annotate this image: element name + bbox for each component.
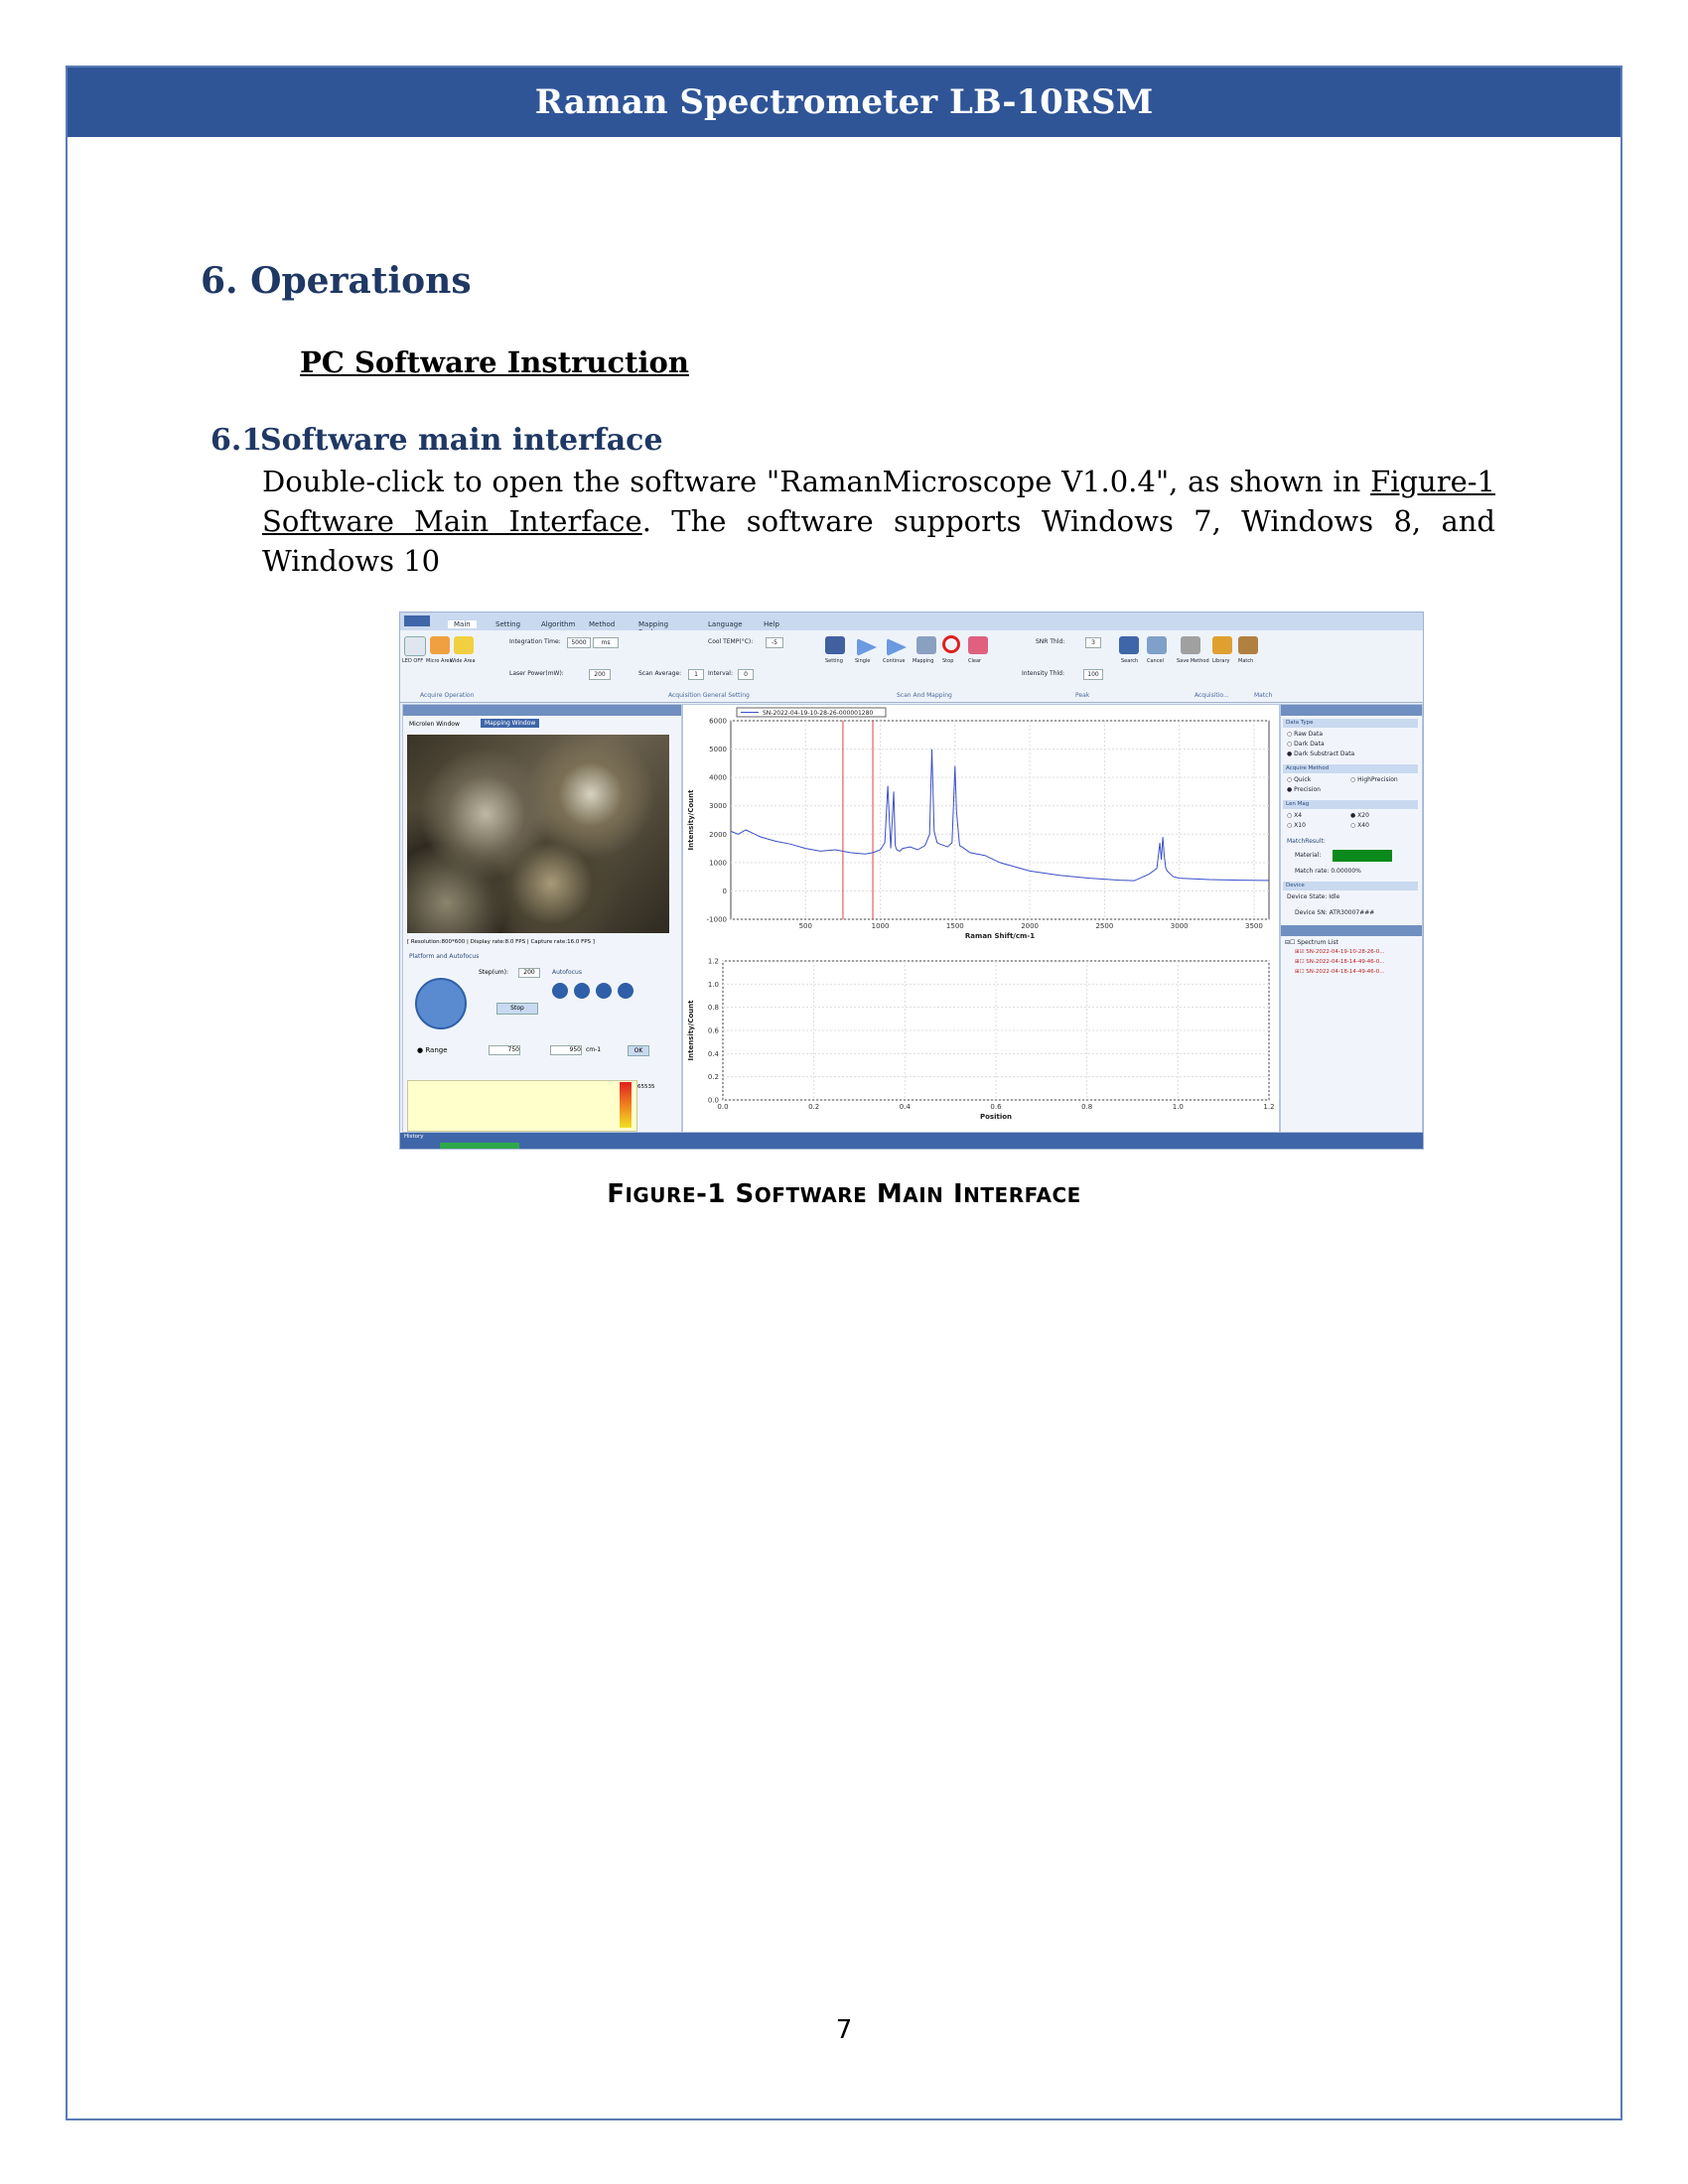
intensity-threshold-input[interactable]: 100 <box>1083 669 1103 680</box>
y-tick-label: 0.0 <box>707 1096 719 1105</box>
continue-play-icon[interactable] <box>887 638 907 656</box>
software-screenshot <box>399 612 1424 1150</box>
match-rate-text: Match rate: 0.00000% <box>1295 868 1361 875</box>
x-tick-label: 0.4 <box>899 1103 911 1111</box>
step-input[interactable]: 200 <box>518 968 540 978</box>
status-bar <box>400 1133 1423 1149</box>
autofocus-40x-button[interactable] <box>618 983 633 999</box>
spectrum-item-2[interactable]: ⊞☐ SN-2022-04-18-14-49-46-0... <box>1295 959 1385 965</box>
raw-data-label: Raw Data <box>1294 731 1324 738</box>
y-tick-label: 6000 <box>709 717 727 726</box>
menu-tab[interactable]: Setting <box>495 620 521 628</box>
history-label: History <box>404 1134 424 1140</box>
device-state-text: Device State: Idle <box>1287 893 1340 900</box>
laser-power-input[interactable]: 200 <box>589 669 611 680</box>
cool-temp-label: Cool TEMP(°C): <box>708 638 754 645</box>
spectrum-control-panel <box>1280 704 1423 1133</box>
ribbon-button-label: Setting <box>825 658 843 664</box>
y-tick-label: -1000 <box>706 915 727 924</box>
control-panel-titlebar <box>1281 705 1422 716</box>
y-tick-label: 0.2 <box>707 1073 719 1082</box>
mag-x10-radio[interactable]: ○ X10 <box>1287 822 1306 829</box>
scan-average-label: Scan Average: <box>638 670 682 677</box>
micro-area-icon[interactable] <box>430 636 450 654</box>
cool-temp-input[interactable]: -5 <box>766 637 783 648</box>
menu-tab[interactable]: Mapping <box>638 620 669 628</box>
mag-x40-radio[interactable]: ○ X40 <box>1350 822 1369 829</box>
integration-time-input[interactable]: 5000 <box>567 637 591 648</box>
snr-threshold-input[interactable]: 3 <box>1085 637 1101 648</box>
spectrum-item-label: SN-2022-04-18-14-49-46-0... <box>1306 969 1385 975</box>
x-tick-label: 2500 <box>1095 922 1114 930</box>
spectrum-list-label: Spectrum List <box>1297 939 1338 946</box>
menu-bar <box>400 613 1423 631</box>
spectrum-list-root[interactable]: ⊟☐ Spectrum List <box>1285 939 1338 946</box>
y-tick-label: 0 <box>722 887 727 895</box>
integration-unit-select[interactable]: ms <box>593 637 619 648</box>
match-binoculars-icon[interactable] <box>1238 636 1258 654</box>
interval-label: Interval: <box>708 670 733 677</box>
ribbon-button-label: Match <box>1238 658 1254 664</box>
ribbon-button-label: Micro Area <box>426 658 453 664</box>
ribbon-group-label: Scan And Mapping <box>897 692 952 699</box>
ribbon-button-label: Cancel <box>1147 658 1164 664</box>
wide-area-icon[interactable] <box>454 636 474 654</box>
ribbon-group-label: Acquisition General Setting <box>668 692 750 699</box>
ribbon-group-label: Match <box>1254 692 1273 699</box>
dark-substract-radio[interactable]: ● Dark Substract Data <box>1287 751 1355 757</box>
range-label: Range <box>425 1046 448 1054</box>
x-axis-label: Raman Shift/cm-1 <box>964 932 1036 940</box>
y-tick-label: 1000 <box>709 859 727 868</box>
spectrum-chart-panel <box>682 704 1280 1133</box>
y-tick-label: 1.0 <box>707 980 719 989</box>
ribbon-group-label: Acquisitio... <box>1195 692 1229 699</box>
interval-input[interactable]: 0 <box>738 669 754 680</box>
y-tick-label: 0.4 <box>707 1049 719 1058</box>
x-tick-label: 0.6 <box>990 1103 1002 1111</box>
section-heading: 6. Operations <box>201 260 472 302</box>
ribbon-toolbar <box>400 630 1423 703</box>
progress-indicator <box>440 1143 519 1149</box>
paragraph-text-1: Double-click to open the software "RamanMicroscope V1.0.4", as shown in <box>262 465 1371 498</box>
precision-radio[interactable]: ● Precision <box>1287 786 1321 793</box>
dark-data-label: Dark Data <box>1294 741 1325 748</box>
ribbon-button-label: Continue <box>883 658 906 664</box>
tab-mapping-window[interactable]: Mapping Window <box>481 719 539 728</box>
library-icon[interactable] <box>1212 636 1232 654</box>
intensity-threshold-label: Intensity Thld: <box>1022 670 1064 677</box>
subsection-title <box>211 423 663 458</box>
intro-paragraph <box>262 462 1495 581</box>
y-tick-label: 2000 <box>709 830 727 839</box>
x-axis-label: Position <box>979 1113 1013 1121</box>
ribbon-button-label: Single <box>855 658 871 664</box>
colorbar-max-label: 65535 <box>637 1084 655 1090</box>
x-tick-label: 0.0 <box>717 1103 729 1111</box>
ribbon-button-label: LED OFF <box>402 658 424 664</box>
camera-panel <box>402 704 682 1133</box>
data-type-title: Data Type <box>1283 719 1418 728</box>
page-header: Raman Spectrometer LB-10RSM <box>68 68 1620 137</box>
camera-status-line: [ Resolution:800*600 | Display rate:8.0 FPS | Capture rate:16.0 FPS ] <box>407 939 595 945</box>
search-icon[interactable] <box>1119 636 1139 654</box>
mapping-preview-area <box>407 1080 637 1132</box>
mag-x40-label: X40 <box>1357 822 1369 829</box>
high-precision-radio[interactable]: ○ HighPrecision <box>1350 776 1398 783</box>
x-tick-label: 1.0 <box>1172 1103 1184 1111</box>
menu-tab[interactable]: Algorithm <box>541 620 576 628</box>
spectrum-item-label: SN-2022-04-19-10-28-26-0... <box>1306 949 1385 955</box>
mag-x4-label: X4 <box>1294 812 1303 819</box>
stop-icon[interactable] <box>942 635 960 653</box>
mapping-icon[interactable] <box>916 636 936 654</box>
caption-part: -1 S <box>696 1179 755 1209</box>
x-tick-label: 2000 <box>1021 922 1040 930</box>
y-tick-label: 3000 <box>709 802 727 811</box>
x-tick-label: 0.2 <box>808 1103 820 1111</box>
range-from-input[interactable]: 750 <box>489 1045 520 1055</box>
microscope-image <box>407 735 669 933</box>
laser-power-label: Laser Power(mW): <box>509 670 564 677</box>
caption-part: NTERFACE <box>963 1183 1081 1207</box>
autofocus-4x-button[interactable] <box>552 983 568 999</box>
menu-tab[interactable]: Language <box>708 620 743 628</box>
figure-caption <box>0 1179 1688 1209</box>
x-tick-label: 3000 <box>1170 922 1189 930</box>
figure-reference-link[interactable]: Figure-1 Software Main Interface <box>262 465 1495 538</box>
caption-part: F <box>607 1179 626 1209</box>
integration-time-label: Integration Time: <box>509 638 561 645</box>
camera-panel-titlebar <box>403 705 681 716</box>
mag-x4-radio[interactable]: ○ X4 <box>1287 812 1303 819</box>
len-mag-title: Len Mag <box>1283 800 1418 809</box>
menu-tab[interactable]: Main <box>448 620 477 628</box>
mag-x20-label: X20 <box>1357 812 1369 819</box>
y-axis-label: Intensity/Count <box>687 789 695 851</box>
dark-substract-label: Dark Substract Data <box>1294 751 1355 757</box>
dark-data-radio[interactable]: ○ Dark Data <box>1287 741 1325 748</box>
ribbon-button-label: Library <box>1212 658 1230 664</box>
y-axis-label: Intensity/Count <box>687 1000 695 1061</box>
setting-save-icon[interactable] <box>825 636 845 654</box>
legend-label: SN-2022-04-19-10-28-26-000001280 <box>763 710 874 717</box>
menu-tab[interactable]: Help <box>764 620 779 628</box>
caption-part: I <box>943 1179 964 1209</box>
range-radio[interactable]: ● Range <box>417 1046 448 1054</box>
spectrum-chart <box>683 705 1277 951</box>
y-tick-label: 4000 <box>709 773 727 782</box>
position-chart <box>683 953 1277 1130</box>
range-ok-button[interactable]: OK <box>628 1045 649 1056</box>
y-tick-label: 1.2 <box>707 957 719 966</box>
autofocus-20x-button[interactable] <box>596 983 612 999</box>
single-play-icon[interactable] <box>857 638 877 656</box>
material-match-bar <box>1333 850 1392 862</box>
precision-label: Precision <box>1294 786 1321 793</box>
y-tick-label: 5000 <box>709 746 727 754</box>
mag-x20-radio[interactable]: ● X20 <box>1350 812 1369 819</box>
device-sn-text: Device SN: ATR30007### <box>1295 909 1375 916</box>
x-tick-label: 0.8 <box>1081 1103 1093 1111</box>
range-to-input[interactable]: 950 <box>550 1045 582 1055</box>
match-result-title: MatchResult: <box>1287 838 1326 845</box>
tab-microlen-window[interactable]: Microlen Window <box>409 721 460 728</box>
paragraph-text-2: . The software supports Windows 7, Windows 8, and Windows 10 <box>262 504 1495 578</box>
page-number: 7 <box>835 2015 853 2045</box>
stage-stop-button[interactable]: Stop <box>496 1003 538 1015</box>
ribbon-button-label: Save Method <box>1177 658 1209 664</box>
spectrum-item-1[interactable]: ⊞☑ SN-2022-04-19-10-28-26-0... <box>1295 949 1385 955</box>
intensity-colorbar <box>620 1082 632 1128</box>
stage-direction-pad[interactable] <box>415 978 467 1029</box>
led-bulb-icon[interactable] <box>404 636 426 656</box>
raw-data-radio[interactable]: ○ Raw Data <box>1287 731 1324 738</box>
plot-area <box>731 721 1269 919</box>
spectrum-item-3[interactable]: ⊞☐ SN-2022-04-18-14-49-46-0... <box>1295 969 1385 975</box>
caption-part: IGURE <box>625 1183 697 1207</box>
x-tick-label: 500 <box>798 922 812 930</box>
ribbon-button-label: Wide Area <box>450 658 476 664</box>
ribbon-button-label: Stop <box>942 658 954 664</box>
y-tick-label: 0.8 <box>707 1004 719 1013</box>
high-precision-label: HighPrecision <box>1357 776 1398 783</box>
autofocus-label: Autofocus <box>552 969 582 976</box>
menu-tab[interactable]: Method <box>589 620 616 628</box>
subsection-heading: PC Software Instruction <box>300 345 689 379</box>
x-tick-label: 1.2 <box>1263 1103 1275 1111</box>
x-tick-label: 1000 <box>871 922 890 930</box>
save-method-icon[interactable] <box>1181 636 1200 654</box>
quick-radio[interactable]: ○ Quick <box>1287 776 1312 783</box>
scan-average-input[interactable]: 1 <box>688 669 704 680</box>
x-tick-label: 3500 <box>1245 922 1263 930</box>
subsection-number: 6.1 <box>211 423 263 458</box>
quick-label: Quick <box>1294 776 1312 783</box>
autofocus-10x-button[interactable] <box>574 983 590 999</box>
app-menu-button[interactable] <box>404 615 430 626</box>
ribbon-button-label: Mapping <box>913 658 934 664</box>
ribbon-group-label: Peak <box>1075 692 1090 699</box>
caption-part: AIN <box>903 1183 944 1207</box>
mag-x10-label: X10 <box>1294 822 1306 829</box>
material-label: Material: <box>1295 852 1322 859</box>
step-label: Step(um): <box>479 969 509 976</box>
subsection-title-text: Software main interface <box>260 423 663 458</box>
caption-part: M <box>867 1179 904 1209</box>
x-tick-label: 1500 <box>945 922 964 930</box>
platform-autofocus-title: Platform and Autofocus <box>409 953 480 960</box>
cancel-icon[interactable] <box>1147 636 1167 654</box>
spectrum-item-label: SN-2022-04-18-14-49-46-0... <box>1306 959 1385 965</box>
caption-part: OFTWARE <box>754 1183 868 1207</box>
ribbon-group-label: Acquire Operation <box>420 692 475 699</box>
snr-threshold-label: SNR Thld: <box>1036 638 1065 645</box>
spectrum-list-titlebar <box>1281 925 1422 936</box>
ribbon-button-label: Clear <box>968 658 982 664</box>
range-unit-label: cm-1 <box>586 1046 602 1053</box>
device-title: Device <box>1283 882 1418 890</box>
clear-eraser-icon[interactable] <box>968 636 988 654</box>
acquire-method-title: Acquire Method <box>1283 764 1418 773</box>
ribbon-button-label: Search <box>1121 658 1139 664</box>
y-tick-label: 0.6 <box>707 1026 719 1035</box>
